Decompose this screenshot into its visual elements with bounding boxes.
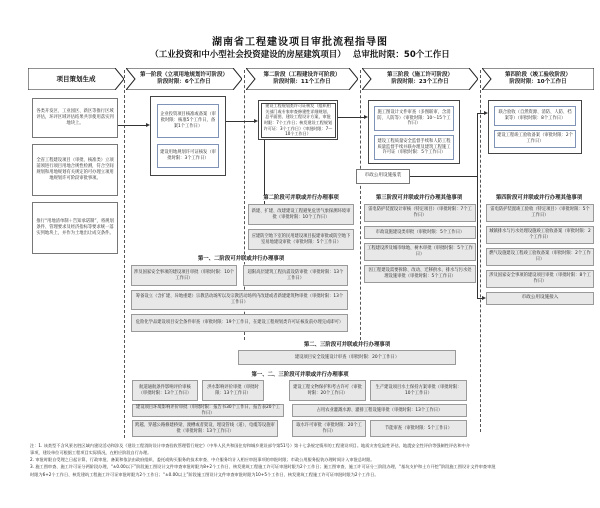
footnote-line: 3. 施工图审查、施工许可证分两阶段办理，“±0.00以下”阶段施工图设计文件审查审批时限为8+2个工作日、核发建筑工程施工许可证审批时限为2个工作日；施工图审查、施工许可证分三阶段办理，“基坑支护和土方开挖”阶段施工图设计文件审查审批 bbox=[30, 464, 496, 470]
s123-box-3: 建设工程文物保护和考古许可（审批时限：20个工作日） bbox=[289, 380, 366, 401]
stage-name: 第三阶段（施工许可阶段） bbox=[386, 71, 453, 78]
connector-planning-stage1 bbox=[118, 125, 146, 126]
s3-box-1: 雷电防护装置设计审核（特定项目）（审批时限：7个工作日） bbox=[364, 204, 476, 222]
stage1-land-permit-box: 建设用地规划许可证核发（审批时限：3个工作日） bbox=[157, 144, 219, 168]
stage-limit: 阶段时限：10个工作日 bbox=[509, 79, 567, 85]
s12-box-1: 涉及国家安全事项的建设项目审批（审批时限：10个工作日） bbox=[131, 265, 237, 286]
s3-box-3: 工程建设涉及城市绿地、树木审批（审批时限：5个工作日） bbox=[364, 243, 476, 261]
stage-divider-3 bbox=[360, 70, 361, 340]
stage4-joint-acceptance-box: 联合验收（自然资源、消防、人防、档案等）（审批时限：8个工作日） bbox=[494, 106, 576, 126]
s4-box-4: 涉及国家安全事项的建设项目审批（审批时限：8个工作日） bbox=[486, 270, 594, 288]
utility-connect-box: 市政公用设施接入 bbox=[486, 292, 594, 305]
footnote-line: 事项，建设单位可根据工程项目实际情况，在相应阶段自行办理。 bbox=[30, 450, 152, 456]
footnote-line: 2. 审批时限自受理之日起计算，行政审批、备案和依法由政府组织、委托或购买服务的技术审查、中介服务均计入相应审批事项的审批时限；市政公用服务报装办理时间计入审批总时限。 bbox=[30, 457, 375, 463]
s123-box-2: 洪水影响评价审批（审批时限：13个工作日） bbox=[202, 380, 264, 401]
arrowhead-stage1 bbox=[146, 123, 150, 127]
arrowhead-stage3 bbox=[364, 115, 368, 119]
footnote-line: 时限为6+2个工作日、核发建筑工程施工许可证审批时限为2个工作日；“±0.00以上”阶段施工图设计文件审查审批时限为10+5个工作日、核发建筑工程施工许可证审批时限为2个工作日。 bbox=[30, 471, 379, 477]
s4-box-1: 雷电防护装置竣工验收（特定项目）（审批时限：5个工作日） bbox=[486, 204, 594, 222]
header-stage-2 bbox=[246, 68, 358, 90]
planning-box-1: 各类开发区、工业园区、新区等推行区域评估，环评区域评估结果共享使用落实到地块上。 bbox=[32, 98, 118, 138]
header-label: 项目策划生成 bbox=[56, 74, 96, 83]
page-subtitle: （工业投资和中小型社会投资建设的房屋建筑项目） 总审批时限：50个工作日 bbox=[150, 50, 450, 60]
s12-box-3: 筹备设立（含扩建、异地重建）宗教活动场所以及宗教活动场所内改建或者新建建筑物审批（审批时限：13个工作日） bbox=[131, 290, 348, 310]
section-title-s2: 第二阶段可并联或并行办理事项 bbox=[246, 195, 356, 201]
stage3-drawing-review-box: 施工图设计文件审查（多图联审，含消防、人防等）（审批时限：10～15个工作日） bbox=[374, 106, 454, 131]
s123-box-4: 生产建设项目水土保持方案审批（审批时限：10个工作日） bbox=[370, 380, 467, 401]
arrowhead-stage2 bbox=[254, 119, 258, 123]
stage-limit: 阶段时限：6个工作日 bbox=[157, 79, 211, 85]
section-title-s4: 第四阶段可并联或并行办理其他事项 bbox=[482, 195, 596, 201]
connector-into-stage4 bbox=[477, 113, 484, 114]
s3-box-4: 因工程建设需要拆除、改动、迁移供水、排水与污水处理设施审批（审批时限：5个工作日） bbox=[364, 265, 476, 283]
s123-box-9: 节能审查（审批时限：5个工作日） bbox=[370, 420, 467, 437]
page-title: 湖南省工程建设项目审批流程指导图 bbox=[212, 37, 388, 48]
section-title-s3: 第三阶段可并联或并行办理其他事项 bbox=[362, 195, 476, 201]
connector-right-vertical bbox=[477, 113, 478, 299]
s4-box-2: 城镇排水与污水处理设施竣工验收备案（审批时限：2个工作日） bbox=[486, 226, 594, 244]
stage-limit: 阶段时限：11个工作日 bbox=[273, 79, 331, 85]
connector-utility-apply bbox=[410, 176, 477, 177]
s123-box-6: 占用农业灌溉水源、灌排工程设施审批（审批时限：13个工作日） bbox=[292, 404, 467, 417]
s123-box-1: 航道通航条件影响评价审核（审批时限：13个工作日） bbox=[132, 380, 198, 401]
s12-box-2: 超限高层建筑工程抗震设防审批（审批时限：13个工作日） bbox=[243, 265, 348, 286]
stage4-filing-box: 建设工程竣工验收备案（审批时限：2个工作日） bbox=[494, 130, 576, 148]
footnote-line: 注：1. 该类型不含风景名胜区域内建设活动和涉及《建设工程消防设计审查验收管理暂行规定》（中华人民共和国住房和城乡建设部令第51号）第十七条规定情形的工程建设项目。地质灾害危险性评估、地震安全性评价等强制性评估和中介 bbox=[30, 443, 470, 448]
s23-box-1: 建设项目安全设施设计审查（审批时限：20个工作日） bbox=[238, 350, 456, 365]
stage-name: 第二阶段（工程建设许可阶段） bbox=[263, 71, 341, 78]
section-title-s23: 第二、三阶段可并联或并行办理事项 bbox=[238, 342, 456, 348]
header-stage-3 bbox=[362, 68, 478, 90]
connector-stage1-stage2 bbox=[226, 121, 254, 122]
header-stage-4 bbox=[482, 68, 594, 90]
s3-box-2: 市政设施建设类审批（审批时限：5个工作日） bbox=[364, 226, 476, 239]
header-project-planning bbox=[28, 68, 124, 90]
s123-box-5: 建设项目环境影响评价审批（审批时限：报告书30个工作日、报告表20个工作日） bbox=[132, 404, 284, 417]
stage2-permit-text: 建设工程规划类许可证核发（组织相关部门或专家审查修建性详细规划、总平面图、建设工程设计方案，审批时限：7个工作日；核发建设工程规划许可证：3个工作日）（审批时限：7～10个工作日） bbox=[261, 103, 336, 138]
s4-box-3: 燃气设施建设工程竣工验收备案（审批时限：2个工作日） bbox=[486, 248, 594, 266]
connector-stage2-stage3 bbox=[338, 117, 364, 118]
stage-name: 第四阶段（竣工验收阶段） bbox=[504, 71, 571, 78]
s2-box-1: 新建、扩建、改建建设工程避免危害气象探测环境审批（审批时限：10个工作日） bbox=[248, 204, 354, 225]
s2-box-2: 应建防空地下室的民用建设项目报建审批或防空地下室易地建设审批（审批时限：5个工作日） bbox=[248, 229, 354, 250]
planning-box-3: 推行“用地清单制＋告知承诺制”，将规划条件、管理要求及经济指标等要求统一落实到地块上，并作为土地出让成交条件。 bbox=[32, 202, 118, 254]
stage-name: 第一阶段（立项用地规划许可阶段） bbox=[139, 71, 228, 78]
header-stage-1 bbox=[126, 68, 242, 90]
s12-box-4: 危险化学品建设项目安全条件审查（审批时限：19个工作日，在建设工程规划类许可证核发前办理完成即可） bbox=[131, 314, 348, 332]
stage-divider-4 bbox=[480, 70, 481, 432]
footnotes bbox=[30, 442, 588, 478]
section-title-s123: 第一、二、三阶段可并联或并行办理事项 bbox=[130, 372, 470, 378]
utility-apply-box: 市政公用设施报装 bbox=[356, 169, 410, 184]
stage1-approval-box: 企业投资项目核准或备案（审批时限：核准5个工作日，备案1个工作日） bbox=[157, 104, 219, 138]
arrowhead-stage4 bbox=[484, 111, 488, 115]
stage-limit: 阶段时限：23个工作日 bbox=[391, 79, 449, 85]
stage2-permit-box bbox=[258, 100, 338, 140]
planning-box-2: 全省工程建设项目（审批、核准类）立项前须进行项目用地合规性检测，符合空间规划和用地规划有关规定的可办理立项用地规划许可阶段审批事项。 bbox=[32, 144, 118, 196]
section-title-s12: 第一、二阶段可并联或并行办理事项 bbox=[130, 256, 352, 262]
s123-box-7: 跨越、穿越公路修建桥梁、渡槽或者架设、埋设管线（道）、电缆等设施审批（审批时限：13个工作日） bbox=[132, 420, 278, 437]
stage3-construction-permit-box: 建设工程质量安全监督手续和人防工程质量监督手续并联办理及建筑工程施工许可证（审批时限：5个工作日） bbox=[374, 135, 454, 160]
s123-box-8: 取水许可审批（审批时限：20个工作日） bbox=[292, 420, 366, 437]
